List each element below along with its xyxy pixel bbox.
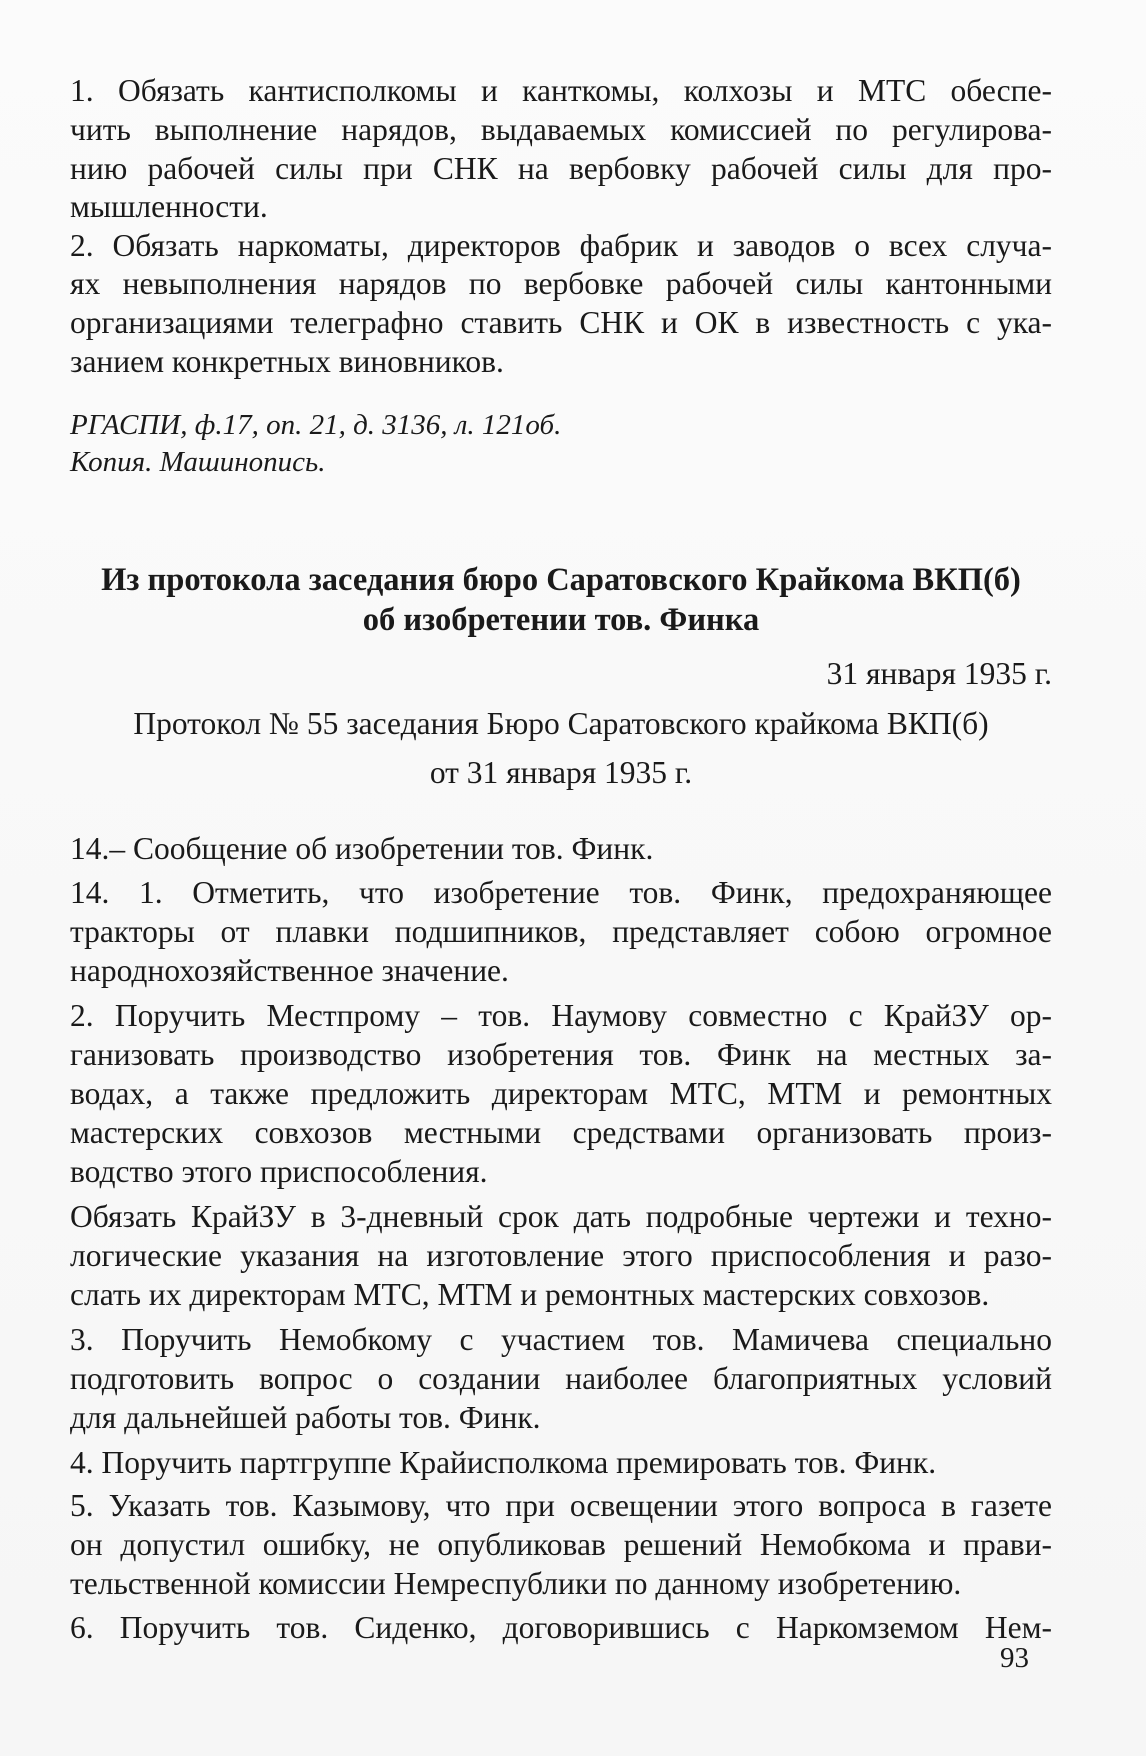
item-6: 6. Поручить тов. Сиденко, договорившись с Наркомземом Нем- <box>70 1610 1052 1645</box>
text-line: 2. Обязать наркоматы, директоров фабрик и заводов о всех случа- <box>70 228 1052 263</box>
text-line: он допустил ошибку, не опубликовав решений Немобкома и прави- <box>70 1527 1052 1562</box>
text-line: народнохозяйственное значение. <box>70 953 509 988</box>
text-line: ганизовать производство изобретения тов. Финк на местных за- <box>70 1037 1052 1072</box>
text-line: водство этого приспособления. <box>70 1154 488 1189</box>
text-line: организациями телеграфно ставить СНК и ОК в известность с ука- <box>70 305 1052 340</box>
text-line: занием конкретных виновников. <box>70 344 504 379</box>
document-title-line: об изобретении тов. Финка <box>362 602 760 638</box>
text-line: тельственной комиссии Немреспублики по данному изобретению. <box>70 1566 962 1601</box>
text-line: 3. Поручить Немобкому с участием тов. Мамичева специально <box>70 1322 1052 1357</box>
archive-reference: РГАСПИ, ф.17, оп. 21, д. 3136, л. 121об. <box>70 409 562 441</box>
page-number: 93 <box>1000 1642 1029 1674</box>
text-line: 1. Обязать кантисполкомы и канткомы, колхозы и МТС обеспе- <box>70 73 1052 108</box>
protocol-date: от 31 января 1935 г. <box>429 755 693 790</box>
text-line: мышленности. <box>70 189 268 224</box>
text-line: для дальнейшей работы тов. Финк. <box>70 1400 541 1435</box>
text-line: ях невыполнения нарядов по вербовке рабочей силы кантонными <box>70 266 1052 301</box>
document-title-line: Из протокола заседания бюро Саратовского Крайкома ВКП(б) <box>101 562 1021 598</box>
text-line: водах, а также предложить директорам МТС, МТМ и ремонтных <box>70 1076 1052 1111</box>
text-line: 5. Указать тов. Казымову, что при освещении этого вопроса в газете <box>70 1488 1052 1523</box>
text-line: Обязать КрайЗУ в 3-дневный срок дать подробные чертежи и техно- <box>70 1199 1052 1234</box>
protocol-heading: Протокол № 55 заседания Бюро Саратовского крайкома ВКП(б) <box>133 706 989 741</box>
copy-note: Копия. Машинопись. <box>70 446 326 478</box>
text-line: 14. 1. Отметить, что изобретение тов. Финк, предохраняющее <box>70 875 1052 910</box>
text-line: слать их директорам МТС, МТМ и ремонтных мастерских совхозов. <box>70 1277 990 1312</box>
text-line: 2. Поручить Местпрому – тов. Наумову совместно с КрайЗУ ор- <box>70 998 1052 1033</box>
document-date: 31 января 1935 г. <box>826 656 1052 691</box>
text-line: подготовить вопрос о создании наиболее благоприятных условий <box>70 1361 1052 1396</box>
item-14: 14.– Сообщение об изобретении тов. Финк. <box>70 831 654 866</box>
text-line: логические указания на изготовление этого приспособления и разо- <box>70 1238 1052 1273</box>
text-line: тракторы от плавки подшипников, представляет собою огромное <box>70 914 1052 949</box>
text-line: нию рабочей силы при СНК на вербовку рабочей силы для про- <box>70 151 1052 186</box>
text-line: чить выполнение нарядов, выдаваемых комиссией по регулирова- <box>70 112 1052 147</box>
item-4: 4. Поручить партгруппе Крайисполкома премировать тов. Финк. <box>70 1445 937 1480</box>
text-line: мастерских совхозов местными средствами организовать произ- <box>70 1115 1052 1150</box>
